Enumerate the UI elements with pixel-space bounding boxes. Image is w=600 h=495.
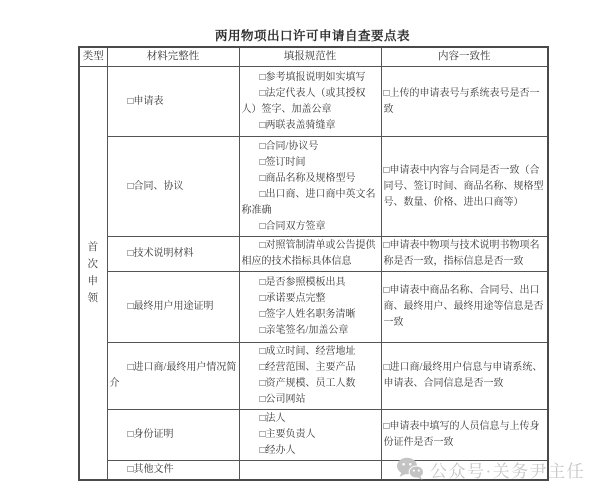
checkbox-item: □最终用户用途证明 [127,301,214,312]
material-cell [107,410,239,461]
header-row [79,47,548,67]
filling-cell [239,343,381,410]
checkbox-item: □承诺要点完整 [259,293,326,304]
checkbox-item: □签字人姓名职务清晰 [259,309,356,320]
checkbox-item: □身份证明 [127,429,174,440]
wechat-icon [396,456,424,482]
checkbox-item: □签订时间 [259,156,306,168]
checkbox-item: □公司网站 [259,394,306,405]
checkbox-item: □申请表中物项与技术说明书物项名称是否一致，指标信息是否一致 [383,240,540,267]
checkbox-item: □出口商、进口商中英文名称准确 [241,188,376,216]
checkbox-item: □经营范围、主要产品 [259,362,356,373]
table-row [79,272,548,343]
checkbox-item: □其他文件 [127,464,174,475]
table-row [79,343,548,410]
checkbox-item: □申请表中内容与合同是否一致（合同号、签订时间、商品名称、规格型号、数量、价格、进出口商等） [383,164,544,208]
checkbox-item: □合同/协议号 [259,140,319,152]
filling-cell [239,137,381,237]
checkbox-item: □法人 [259,413,286,424]
filling-cell [239,237,381,272]
filling-cell [239,272,381,343]
material-cell [107,461,239,481]
column-header-consistency: 内容一致性 [381,47,548,67]
self-check-table [78,46,549,481]
checkbox-item: □参考填报说明如实填写 [259,71,366,83]
filling-cell [239,461,381,481]
document-title: 两用物项出口许可申请自查要点表 [214,29,410,43]
checkbox-item: □主要负责人 [259,429,316,440]
table-row [79,137,548,237]
table-row [79,410,548,461]
checkbox-item: □进口商/最终用户信息与申请系统、申请表、合同信息是否一致 [383,362,543,389]
checkbox-item: □申请表中商品名称、合同号、出口商、最终用户、最终用途等信息是否一致 [383,285,544,328]
column-header-material: 材料完整性 [107,47,239,67]
material-cell [107,237,239,272]
column-header-filling: 填报规范性 [239,47,381,67]
material-cell [107,67,239,137]
checkbox-item: □上传的申请表号与系统表号是否一致 [383,87,540,115]
checkbox-item: □是否参照模板出具 [259,277,346,288]
table-row [79,237,548,272]
consistency-cell [381,67,548,137]
material-cell [107,272,239,343]
checkbox-item: □技术说明材料 [127,248,194,259]
checkbox-item: □进口商/最终用户情况简介 [109,362,237,389]
checkbox-item: □合同、协议 [127,180,184,192]
type-cell [79,67,107,481]
watermark [396,456,585,482]
checkbox-item: □对照管制清单或公告提供相应的技术指标具体信息 [241,240,376,267]
filling-cell [239,410,381,461]
checkbox-item: □申请表 [127,95,164,107]
type-label: 首次申领 [87,242,99,304]
checkbox-item: □合同双方签章 [259,220,326,232]
checkbox-item: □商品名称及规格型号 [259,172,356,184]
consistency-cell [381,410,548,461]
filling-cell [239,67,381,137]
material-cell [107,137,239,237]
material-cell [107,343,239,410]
checkbox-item: □成立时间、经营地址 [259,346,356,357]
consistency-cell [381,343,548,410]
checkbox-item: □亲笔签名/加盖公章 [259,325,349,336]
consistency-cell [381,137,548,237]
checkbox-item: □经办人 [259,445,296,456]
checkbox-item: □两联表盖骑缝章 [259,119,336,131]
column-header-type: 类型 [79,47,107,67]
checkbox-item: □法定代表人（或其授权人）签字、加盖公章 [241,87,366,115]
checkbox-item: □申请表中填写的人员信息与上传身份证件是否一致 [383,421,540,448]
checkbox-item: □资产规模、员工人数 [259,378,356,389]
watermark-label: 公众号·关务尹主任 [430,461,586,481]
consistency-cell [381,272,548,343]
table-row [79,67,548,137]
consistency-cell [381,237,548,272]
